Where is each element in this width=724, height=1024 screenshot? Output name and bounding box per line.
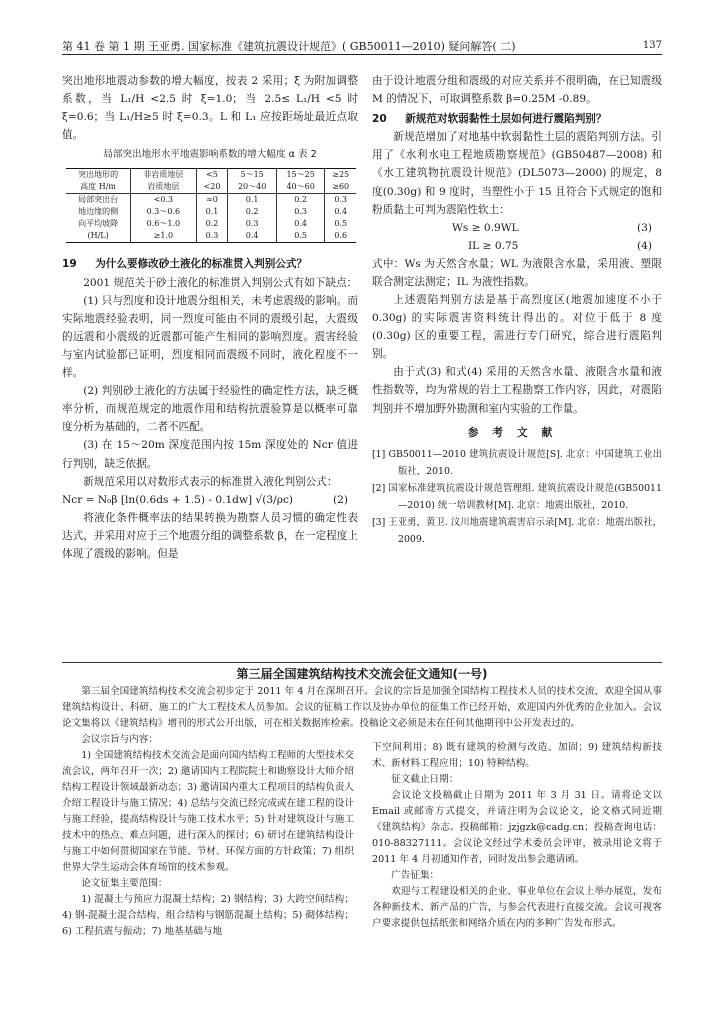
reference-item: [3] 王亚勇，黄卫. 汶川地震建筑震害启示录[M]. 北京：地震出版社，2009. [372, 516, 662, 545]
right-column [372, 72, 662, 548]
table-cell: 0.3 [228, 218, 276, 230]
table-cell: ≥1.0 [131, 230, 196, 243]
formula-number: (2) [332, 493, 348, 506]
table-cell: 0.6～1.0 [131, 218, 196, 230]
table-rowhdr: 局部突出台 [78, 195, 119, 205]
notice-title: 第三届全国建筑结构技术交流会征文通知(一号) [236, 667, 488, 681]
table-cell: 0.2 [276, 194, 324, 207]
formula-4 [372, 237, 662, 255]
left-para-4: (2) 判别砂土液化的方法属于经验性的确定性方法，缺乏概率分析，而规范规定的地震作用和结构抗震验算是以概率可靠度分析为基础的，二者不匹配。 [62, 385, 358, 434]
table-col: 40～60 [276, 181, 324, 194]
notice-scope-continued: 下空间利用；8) 既有建筑的检测与改造、加固；9) 建筑结构新技术、新材料工程应用；10) 特种结构。 [372, 742, 662, 769]
question-number: 19 [62, 258, 77, 271]
table-col: 20～40 [228, 181, 276, 194]
table-cell: 0.3 [276, 206, 324, 218]
notice-scope-body: 1) 混凝土与预应力混凝土结构；2) 钢结构；3) 大跨空间结构；4) 钢-混凝土混合结构、组合结构与钢筋混凝土结构；5) 砌体结构；6) 工程抗震与振动；7) 地基基础与地 [62, 894, 354, 937]
formula-number: (3) [636, 221, 652, 234]
table-col: <20 [196, 181, 228, 194]
table-cell: 0.1 [196, 206, 228, 218]
table-hdr-c1: 非岩质地层 [131, 169, 196, 182]
notice-left-column [62, 732, 354, 940]
table-cell: 0.3 [325, 194, 356, 207]
table-rowhdr: 地边缘的侧 [78, 207, 119, 217]
table-col: ≥25 [325, 169, 356, 182]
table-cell: 0.2 [196, 218, 228, 230]
formula-2 [62, 491, 358, 509]
table-cell: 0.3 [196, 230, 228, 243]
table-cell: 0.4 [276, 218, 324, 230]
question-20-heading [372, 110, 662, 128]
references-heading: 参考文献 [467, 426, 567, 439]
right-para-3: 式中：Ws 为天然含水量；WL 为液限含水量，采用液、塑限联合测定法测定；IL 为液性指数。 [372, 257, 662, 288]
running-header [62, 36, 662, 55]
page-number: 137 [642, 40, 662, 51]
reference-item: [1] GB50011—2010 建筑抗震设计规范[S]. 北京：中国建筑工业出版社，2010. [372, 448, 662, 477]
table-cell: 0.1 [228, 194, 276, 207]
left-column [62, 72, 358, 563]
table-cell: ≈0 [196, 194, 228, 207]
table-hdr-a: 突出地形的 [66, 169, 131, 182]
formula-body: IL ≥ 0.75 [468, 239, 519, 252]
left-para-6: 新规范采用以对数形式表示的标准贯入液化判别公式： [83, 475, 338, 488]
table-caption: 局部突出地形水平地震影响系数的增大幅度 α 表 2 [103, 149, 317, 161]
formula-body: Ncr = N₀β [ln(0.6ds + 1.5) - 0.1dw] √(3/ρc) [62, 493, 294, 506]
right-para-5: 由于式(3) 和式(4) 采用的天然含水量、液限含水量和液性指数等，均为常规的岩土工程勘察工作内容，因此，对震陷判别并不增加野外勘测和室内实验的工作量。 [372, 366, 662, 415]
amplification-table [66, 168, 356, 243]
table-cell: 0.4 [228, 230, 276, 243]
notice-ad-heading: 广告征集： [391, 870, 440, 881]
table-col: ≥60 [325, 181, 356, 194]
table-cell: 0.5 [276, 230, 324, 243]
section-divider [62, 662, 662, 663]
reference-item: [2] 国家标准建筑抗震设计规范管理组. 建筑抗震设计规范(GB50011—2010) 统一培训教材[M]. 北京：地震出版社，2010. [372, 482, 662, 511]
notice-ad-body: 欢迎与工程建设相关的企业、事业单位在会议上举办展览，发布各种新技术、新产品的广告，与参会代表进行直接交流。会议可视客户要求提供包括纸张和网络介质在内的多种广告发布形式。 [372, 886, 662, 929]
table-hdr-c2: 岩质地层 [131, 181, 196, 194]
notice-intro-text: 第三届全国建筑结构技术交流会初步定于 2011 年 4 月在深圳召开。会议的宗旨是加强全国结构工程技术人员的技术交流，欢迎全国从事建筑结构设计、科研、施工的广大工程技术人员参加。会议的征稿工作以及协办单位的征集工作已经开始，欢迎国内外优秀的企业加入。会议论文集将以《建筑结构》增刊的形式公开出版，可在相关数据库检索。投稿论文必须是未在任何其他期刊中公开发表过的。 [62, 686, 662, 729]
table-cell: 0.2 [228, 206, 276, 218]
table-cell: 0.3～0.6 [131, 206, 196, 218]
notice-deadline-heading: 征文截止日期： [391, 774, 459, 785]
header-title: 第 41 卷 第 1 期 王亚勇. 国家标准《建筑抗震设计规范》( GB50011—2010) 疑问解答( 二) [62, 40, 516, 53]
table-col: 15～25 [276, 169, 324, 182]
table-col: 5～15 [228, 169, 276, 182]
question-19-heading [62, 255, 358, 273]
question-number: 20 [372, 113, 387, 126]
left-para-2: 2001 规范关于砂土液化的标准贯入判别公式有如下缺点： [83, 276, 358, 289]
right-para-2: 新规范增加了对地基中软弱黏性土层的震陷判别方法。引用了《水利水电工程地质勘察规范》(GB50487—2008) 和《水工建筑物抗震设计规范》(DL5073—2000) 的规定，8 度(0.30g) 和 9 度时，当塑性小于 15 且符合下式规定的饱和粉质黏土可判为震陷性软土： [372, 131, 662, 216]
right-para-1: 由于设计地震分组和震级的对应关系并不很明确，在已知震级 M 的情况下，可取调整系数 β=0.25M -0.89。 [372, 75, 662, 106]
formula-3 [372, 219, 662, 237]
table-hdr-b: 高度 H/m [66, 181, 131, 194]
left-para-5: (3) 在 15～20m 深度范围内按 15m 深度处的 Ncr 值进行判别，缺乏依据。 [62, 439, 358, 470]
formula-number: (4) [636, 239, 652, 252]
notice-right-column [372, 740, 662, 932]
table-rowhdr: 向平均坡降 [78, 219, 119, 229]
formula-body: Ws ≥ 0.9WL [452, 221, 519, 234]
table-cell: 0.5 [325, 218, 356, 230]
table-cell: <0.3 [131, 194, 196, 207]
question-title: 为什么要修改砂土液化的标准贯入判别公式？ [95, 258, 308, 271]
question-title: 新规范对软弱黏性土层如何进行震陷判别？ [405, 113, 607, 126]
right-para-4: 上述震陷判别方法是基于高烈度区(地震加速度不小于 0.30g) 的实际震害资料统计得出的。对位于低于 8 度(0.30g) 区的重要工程，需进行专门研究，综合进行震陷判别。 [372, 293, 662, 361]
table-cell: 0.6 [325, 230, 356, 243]
left-para-3: (1) 只与烈度和设计地震分组相关，未考虑震级的影响。而实际地震经验表明，同一烈度可能由不同的震级引起，大震级的远震和小震级的近震都可能产生相同的影响烈度。震害经验与室内试验都已证明，烈度相同而震级不同时，液化程度不一样。 [62, 294, 358, 380]
left-para-1: 突出地形地震动参数的增大幅度，按表 2 采用；ξ 为附加调整系数，当 L₁/H <2.5 时 ξ=1.0；当 2.5≤ L₁/H <5 时 ξ=0.6；当 L₁/H≥5 时 ξ=0.3。L 和 L₁ 应按距场址最近点取值。 [62, 75, 358, 142]
notice-intro [62, 684, 662, 732]
left-para-7: 将液化条件概率法的结果转换为勘察人员习惯的确定性表达式，并采用对应于三个地震分组的调整系数 β，在一定程度上体现了震级的影响。但是 [62, 511, 358, 560]
table-col: <5 [196, 169, 228, 182]
notice-aim-heading: 会议宗旨与内容： [81, 734, 158, 745]
notice-deadline-body: 会议论文投稿截止日期为 2011 年 3 月 31 日。请将论文以 Email 或邮寄方式提交，并请注明为会议论文，论文格式同近期《建筑结构》杂志。投稿邮箱：jzjgzk@cadg.cn；投稿查询电话：010-88327111。会议论文经过学术委员会评审，被录用论文将于 2011 年 4 月初通知作者，同时发出参会邀请函。 [372, 790, 662, 865]
notice-scope-heading: 论文征集主要范围： [81, 878, 168, 889]
notice-aim-body: 1) 全国建筑结构技术交流会是面向国内结构工程师的大型技术交流会议，两年召开一次；2) 邀请国内工程院院士和勘察设计大师介绍结构工程设计领域最新动态；3) 邀请国内重大工程项目的结构负责人介绍工程设计与施工情况；4) 总结与交流已经完成或在建工程的设计与施工经验，提高结构设计与施工技术水平；5) 针对建筑设计与施工技术中的热点、难点问题，进行深入的探讨；6) 研讨在建筑结构设计与施工中如何贯彻国家在节能、节材、环保方面的方针政策；7) 组织世界大学生运动会体育场馆的技术参观。 [62, 750, 354, 873]
table-rowhdr: (H/L) [66, 230, 131, 243]
table-cell: 0.4 [325, 206, 356, 218]
